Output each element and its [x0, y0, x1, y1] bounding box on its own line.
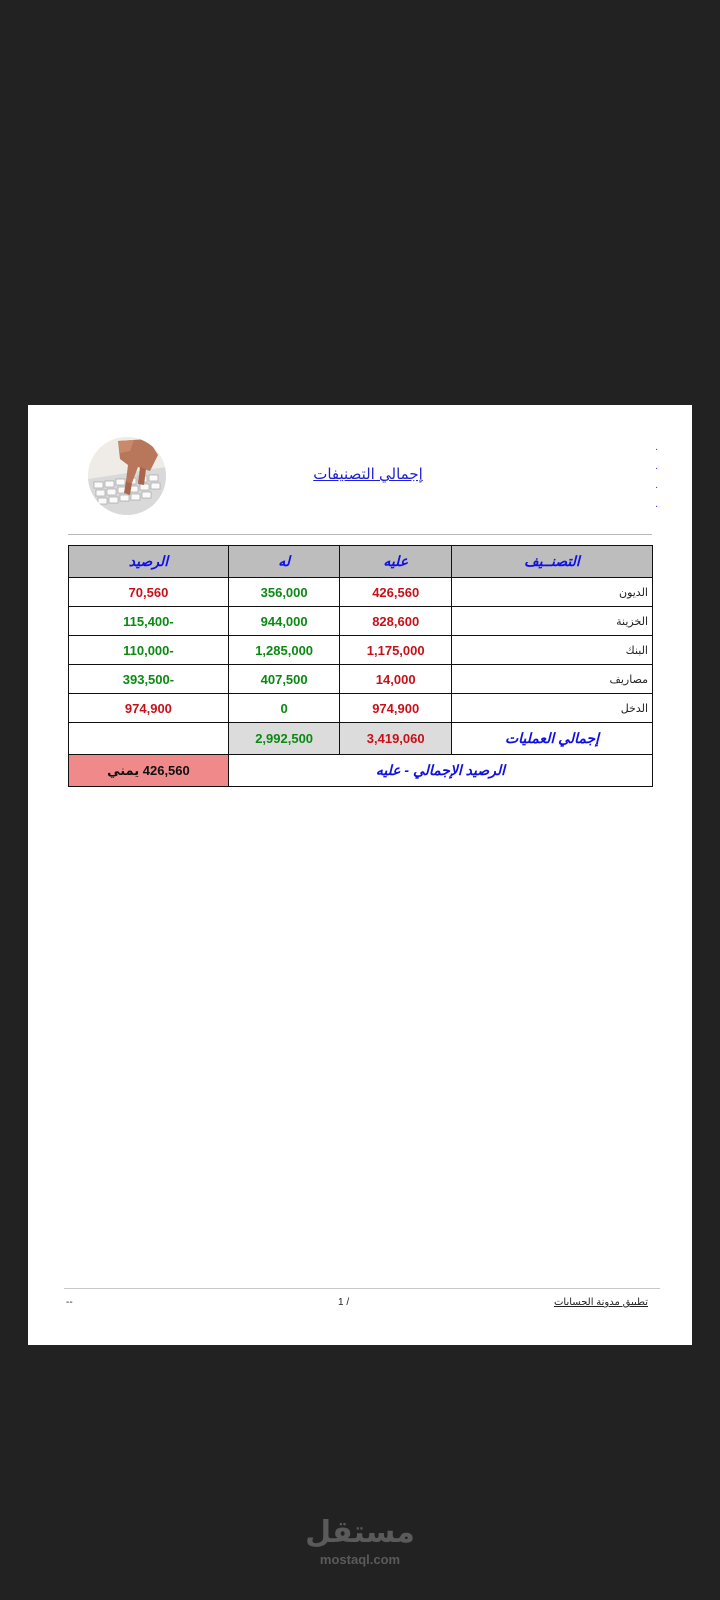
table-row	[69, 578, 653, 607]
watermark-logo-arabic: مستقل	[305, 1516, 415, 1549]
row-credit: 1,285,000	[228, 636, 340, 665]
grand-total-label: الرصيد الإجمالي - عليه	[228, 755, 652, 787]
row-credit: 0	[228, 694, 340, 723]
table-header-row	[69, 546, 653, 578]
row-category: البنك	[451, 636, 652, 665]
table-row	[69, 636, 653, 665]
header-debit: عليه	[340, 546, 452, 578]
row-balance: 70,560	[69, 578, 229, 607]
report-page	[28, 405, 692, 1345]
row-credit: 407,500	[228, 665, 340, 694]
table-row	[69, 665, 653, 694]
row-category: الخزينة	[451, 607, 652, 636]
grand-total-row	[69, 755, 653, 787]
footer-page-number: 1 /	[338, 1297, 350, 1308]
row-balance: -110,000	[69, 636, 229, 665]
row-credit: 944,000	[228, 607, 340, 636]
row-balance: -393,500	[69, 665, 229, 694]
header-credit: له	[228, 546, 340, 578]
row-debit: 828,600	[340, 607, 452, 636]
footer-left-marker: --	[66, 1297, 73, 1308]
totals-credit: 2,992,500	[228, 723, 340, 755]
header-divider	[68, 534, 652, 535]
watermark-logo-latin: mostaql.com	[319, 1552, 401, 1567]
row-category: الديون	[451, 578, 652, 607]
row-debit: 426,560	[340, 578, 452, 607]
grand-total-value: 426,560 يمني	[69, 755, 229, 787]
row-debit: 974,900	[340, 694, 452, 723]
hand-on-keyboard-icon	[88, 437, 166, 515]
document-title: إجمالي التصنيفات	[313, 466, 423, 483]
row-debit: 1,175,000	[340, 636, 452, 665]
categories-summary-table	[68, 545, 653, 787]
margin-markers: . . . .	[655, 442, 658, 510]
row-category: مصاريف	[451, 665, 652, 694]
totals-debit: 3,419,060	[340, 723, 452, 755]
footer-app-name: تطبيق مدونة الحسابات	[554, 1297, 648, 1308]
header-balance: الرصيد	[69, 546, 229, 578]
totals-row	[69, 723, 653, 755]
totals-label: إجمالي العمليات	[451, 723, 652, 755]
footer-divider	[64, 1288, 660, 1289]
row-balance: 974,900	[69, 694, 229, 723]
table-row	[69, 607, 653, 636]
row-balance: -115,400	[69, 607, 229, 636]
row-debit: 14,000	[340, 665, 452, 694]
row-category: الدخل	[451, 694, 652, 723]
table-row	[69, 694, 653, 723]
totals-balance-empty	[69, 723, 229, 755]
row-credit: 356,000	[228, 578, 340, 607]
header-category: التصنــيف	[451, 546, 652, 578]
